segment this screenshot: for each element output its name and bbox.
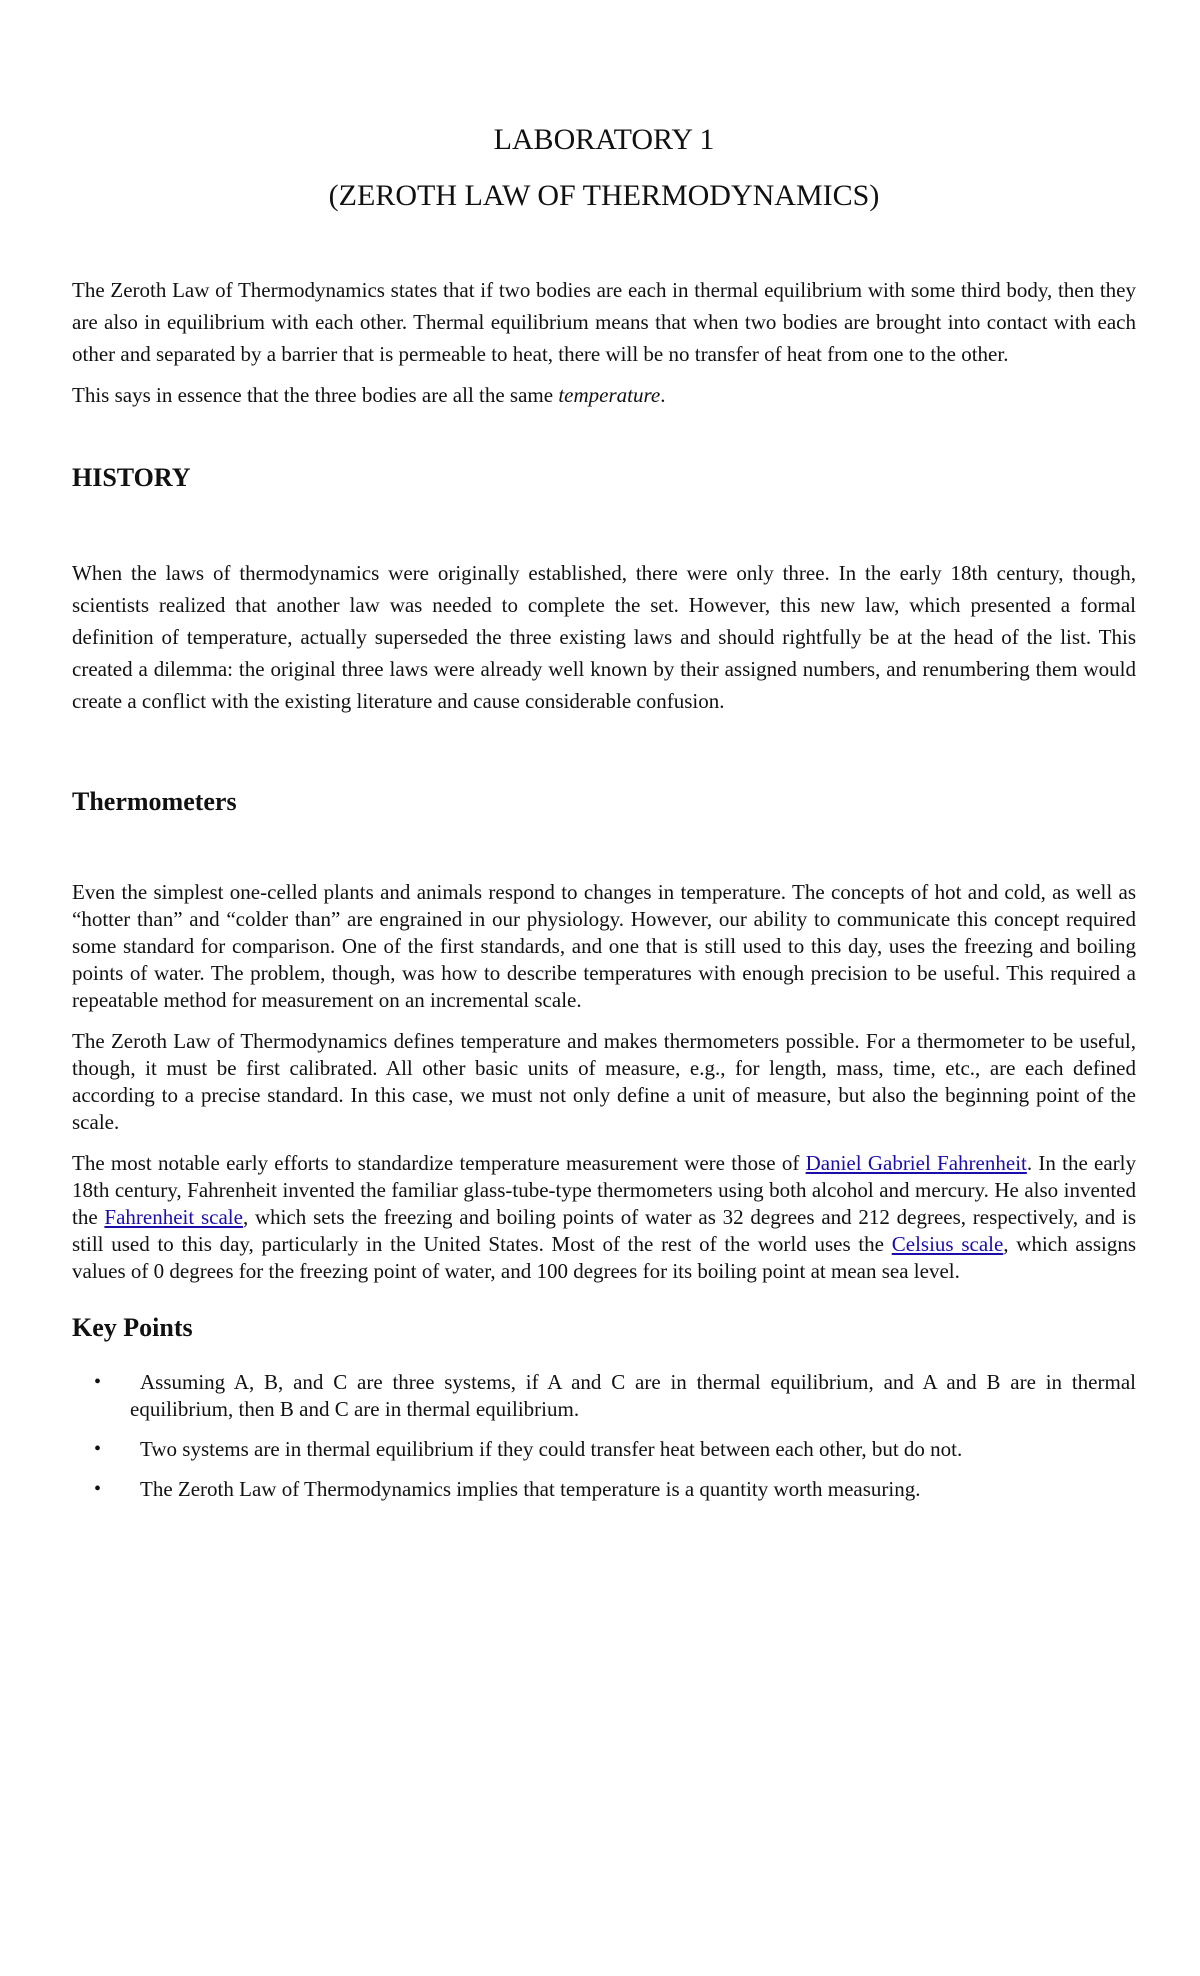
- list-item: • Two systems are in thermal equilibrium if they could transfer heat between each other, but do not.: [94, 1437, 963, 1461]
- list-item: • The Zeroth Law of Thermodynamics implies that temperature is a quantity worth measuring.: [94, 1477, 921, 1501]
- link-fahrenheit-scale[interactable]: Fahrenheit scale: [104, 1205, 243, 1229]
- bullet-icon: •: [94, 1438, 102, 1460]
- document-subtitle: (ZEROTH LAW OF THERMODYNAMICS): [328, 179, 880, 212]
- intro-summary: This says in essence that the three bodies are all the same temperature.: [72, 383, 666, 407]
- intro-paragraph: The Zeroth Law of Thermodynamics states that if two bodies are each in thermal equilibrium with some third body, then they are also in equilibrium with each other. Thermal equilibrium means that when two bodies are brought into contact with each other and separated by a barrier that is permeable to heat, there will be no transfer of heat from one to the other.: [72, 278, 1136, 366]
- emphasis-temperature: temperature: [558, 383, 661, 407]
- history-paragraph: When the laws of thermodynamics were originally established, there were only three. In the early 18th century, though, scientists realized that another law was needed to complete the set. However, this new law, which presented a formal definition of temperature, actually superseded the three existing laws and should rightfully be at the head of the list. This created a dilemma: the original three laws were already well known by their assigned numbers, and renumbering them would create a conflict with the existing literature and cause considerable confusion.: [72, 561, 1136, 713]
- thermometers-heading: Thermometers: [72, 787, 237, 816]
- document-page: [72, 112, 1136, 1516]
- link-celsius-scale[interactable]: Celsius scale: [891, 1232, 1004, 1256]
- list-item: • Assuming A, B, and C are three systems, if A and C are in thermal equilibrium, and A and B are in thermal equilibrium, then B and C are in thermal equilibrium.: [94, 1370, 1136, 1421]
- key-points-heading: Key Points: [72, 1313, 193, 1342]
- thermometers-paragraph-1: Even the simplest one-celled plants and animals respond to changes in temperature. The concepts of hot and cold, as well as “hotter than” and “colder than” are engrained in our physiology. However, our ability to communicate this concept required some standard for comparison. One of the first standards, and one that is still used to this day, uses the freezing and boiling points of water. The problem, though, was how to describe temperatures with enough precision to be useful. This required a repeatable method for measurement on an incremental scale.: [72, 880, 1136, 1012]
- bullet-icon: •: [94, 1371, 102, 1393]
- key-points-list: [72, 1369, 1136, 1503]
- thermometers-paragraph-3: The most notable early efforts to standardize temperature measurement were those of Daniel Gabriel Fahrenheit. In the early 18th century, Fahrenheit invented the familiar glass-tube-type thermometers using both alcohol and mercury. He also invented the Fahrenheit scale, which sets the freezing and boiling points of water as 32 degrees and 212 degrees, respectively, and is still used to this day, particularly in the United States. Most of the rest of the world uses the Celsius scale, which assigns values of 0 degrees for the freezing point of water, and 100 degrees for its boiling point at mean sea level.: [72, 1151, 1137, 1283]
- link-daniel-gabriel-fahrenheit[interactable]: Daniel Gabriel Fahrenheit: [805, 1151, 1027, 1175]
- bullet-icon: •: [94, 1478, 102, 1500]
- history-heading: HISTORY: [72, 463, 191, 492]
- document-title: LABORATORY 1: [493, 123, 715, 156]
- thermometers-paragraph-2: The Zeroth Law of Thermodynamics defines temperature and makes thermometers possible. For a thermometer to be useful, though, it must be first calibrated. All other basic units of measure, e.g., for length, mass, time, etc., are each defined according to a precise standard. In this case, we must not only define a unit of measure, but also the beginning point of the scale.: [72, 1029, 1136, 1134]
